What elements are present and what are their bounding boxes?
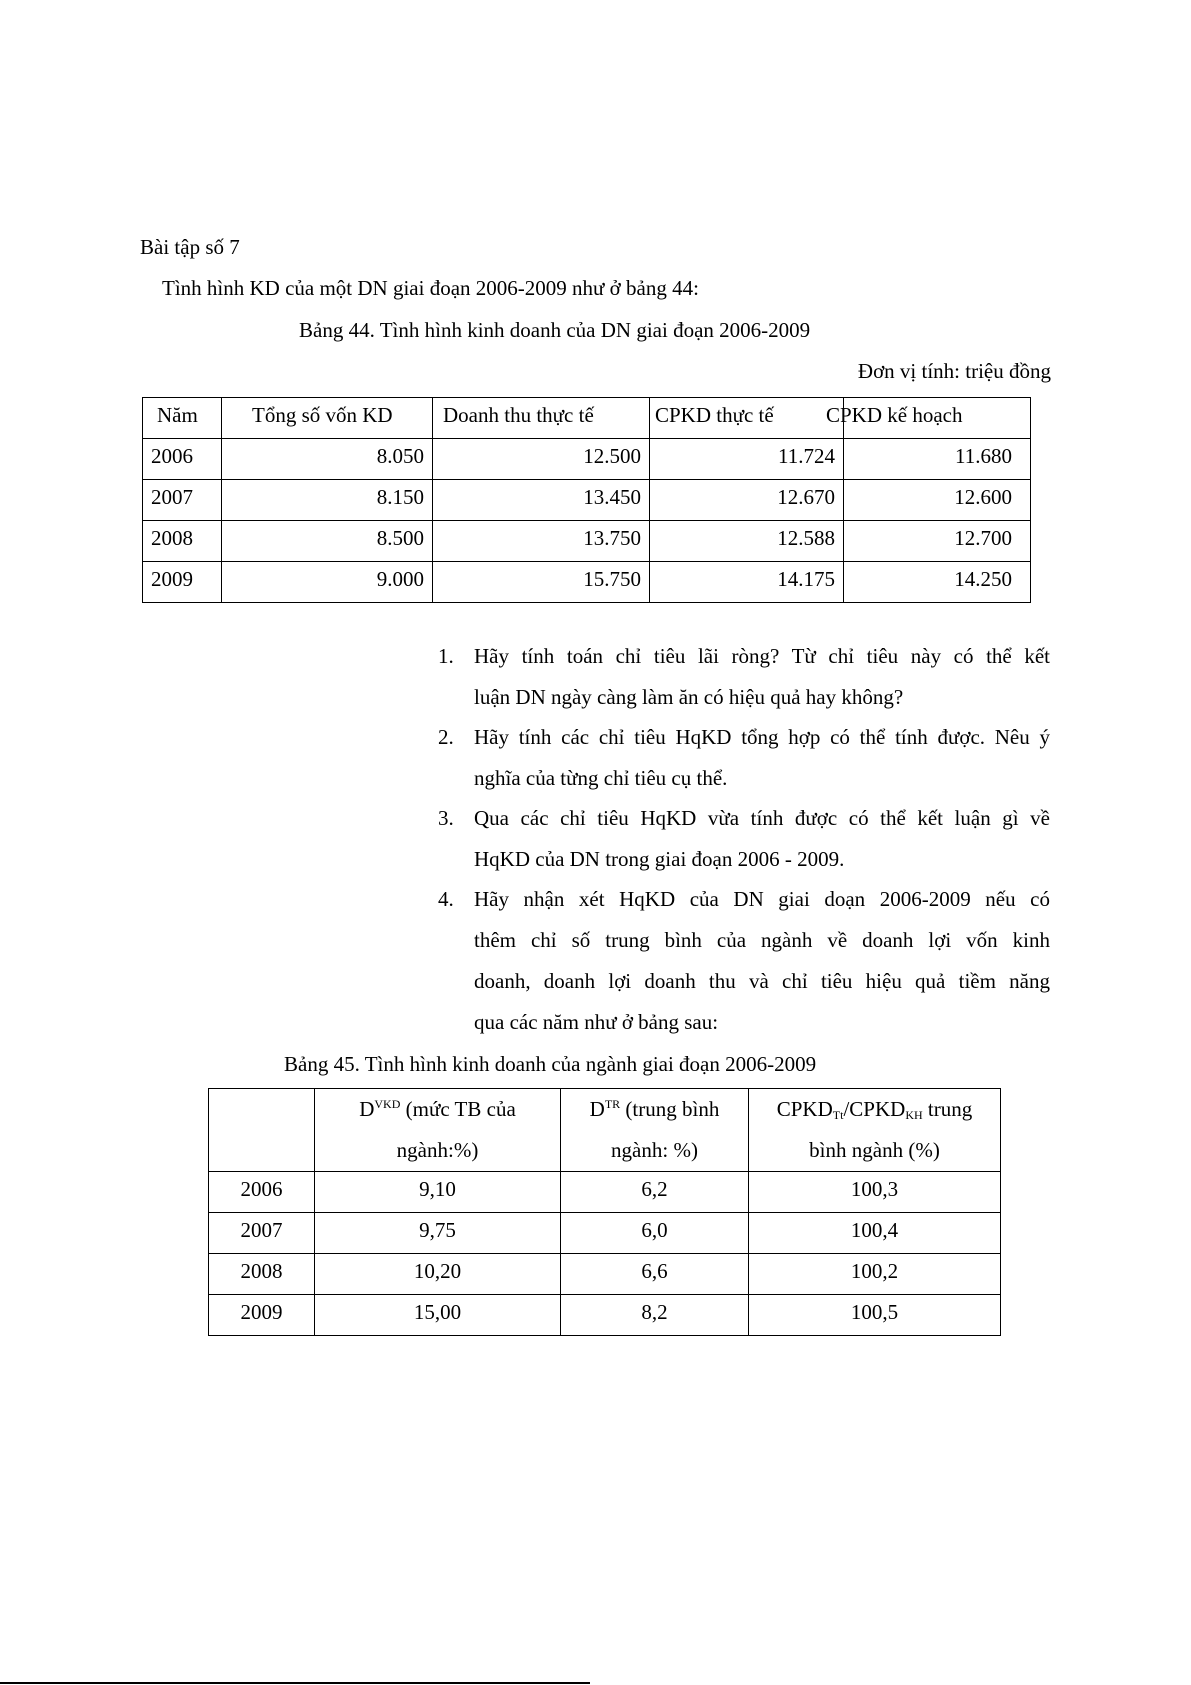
header-empty: [209, 1089, 315, 1172]
cell-year: 2009: [209, 1295, 315, 1336]
header-dvkd: [315, 1089, 561, 1172]
header-dtr: [561, 1089, 749, 1172]
exercise-title: Bài tập số 7: [140, 235, 240, 259]
header-superscript: VKD: [374, 1097, 401, 1111]
question-number: 4.: [438, 887, 454, 911]
table-header-row: [143, 398, 1031, 439]
page-bottom-rule: [0, 1682, 590, 1684]
cell-year: 2006: [143, 439, 222, 480]
cell-value: 14.250: [844, 562, 1031, 603]
cell-value: 12.500: [433, 439, 650, 480]
cell-value: 13.450: [433, 480, 650, 521]
cell-value: 9.000: [222, 562, 433, 603]
header-text: trung: [922, 1097, 973, 1121]
table44-unit: Đơn vị tính: triệu đồng: [857, 359, 1051, 383]
cell-value: 12.700: [844, 521, 1031, 562]
header-text: ngành:%): [396, 1138, 479, 1162]
cell-value: 11.724: [650, 439, 844, 480]
cell-year: 2006: [209, 1172, 315, 1213]
cell-value: 8.150: [222, 480, 433, 521]
cell-value: 11.680: [844, 439, 1031, 480]
table-header-row: [209, 1089, 1001, 1172]
question-text-line: qua các năm như ở bảng sau:: [474, 1010, 719, 1034]
table-row: [209, 1172, 1001, 1213]
header-tong-von: Tổng số vốn KD: [222, 398, 433, 439]
question-number: 3.: [438, 806, 454, 830]
table-44: [142, 397, 1031, 603]
question-number: 1.: [438, 644, 454, 668]
question-number: 2.: [438, 725, 454, 749]
cell-value: 12.670: [650, 480, 844, 521]
table44-caption: Bảng 44. Tình hình kinh doanh của DN giai đoạn 2006-2009: [299, 318, 811, 342]
question-text-line: doanh, doanh lợi doanh thu và chỉ tiêu hiệu quả tiềm năng: [474, 969, 1050, 993]
header-subscript: KH: [905, 1108, 923, 1122]
header-symbol: CPKD: [776, 1097, 833, 1121]
table-row: [143, 521, 1031, 562]
table-row: [143, 480, 1031, 521]
header-doanh-thu: Doanh thu thực tế: [433, 398, 650, 439]
table-row: [209, 1213, 1001, 1254]
cell-value: 14.175: [650, 562, 844, 603]
table-45: [208, 1088, 1001, 1336]
question-text-line: Qua các chỉ tiêu HqKD vừa tính được có thể kết luận gì về: [474, 806, 1050, 830]
cell-value: 8,2: [561, 1295, 749, 1336]
cell-value: 100,3: [749, 1172, 1001, 1213]
question-text-line: thêm chỉ số trung bình của ngành về doanh lợi vốn kinh: [474, 928, 1050, 952]
header-symbol: D: [359, 1097, 375, 1121]
cell-value: 6,6: [561, 1254, 749, 1295]
cell-value: 100,4: [749, 1213, 1001, 1254]
question-text-line: nghĩa của từng chỉ tiêu cụ thể.: [474, 766, 728, 790]
header-cpkd-ke-hoach-label: CPKD kế hoạch: [826, 403, 963, 427]
cell-year: 2007: [209, 1213, 315, 1254]
question-text-line: Hãy tính toán chỉ tiêu lãi ròng? Từ chỉ tiêu này có thể kết: [474, 644, 1050, 668]
intro-paragraph: Tình hình KD của một DN giai đoạn 2006-2009 như ở bảng 44:: [162, 276, 699, 300]
cell-value: 10,20: [315, 1254, 561, 1295]
cell-value: 13.750: [433, 521, 650, 562]
table-row: [143, 439, 1031, 480]
cell-value: 100,5: [749, 1295, 1001, 1336]
header-text: (mức TB của: [400, 1097, 516, 1121]
cell-year: 2008: [143, 521, 222, 562]
cell-value: 6,0: [561, 1213, 749, 1254]
cell-value: 12.588: [650, 521, 844, 562]
cell-value: 15,00: [315, 1295, 561, 1336]
cell-value: 9,10: [315, 1172, 561, 1213]
header-text: ngành: %): [611, 1138, 698, 1162]
question-text-line: Hãy nhận xét HqKD của DN giai doạn 2006-2009 nếu có: [474, 887, 1050, 911]
cell-value: 12.600: [844, 480, 1031, 521]
question-text-line: luận DN ngày càng làm ăn có hiệu quả hay không?: [474, 685, 904, 709]
header-subscript: Tt: [832, 1108, 844, 1122]
header-cpkd-ke-hoach: [826, 398, 1031, 439]
header-symbol: D: [589, 1097, 605, 1121]
header-text: bình ngành (%): [809, 1138, 940, 1162]
question-text-line: Hãy tính các chỉ tiêu HqKD tổng hợp có thể tính được. Nêu ý: [474, 725, 1050, 749]
header-cpkd-ratio: [749, 1089, 1001, 1172]
cell-value: 100,2: [749, 1254, 1001, 1295]
cell-year: 2009: [143, 562, 222, 603]
cell-value: 6,2: [561, 1172, 749, 1213]
table-row: [209, 1254, 1001, 1295]
table45-caption: Bảng 45. Tình hình kinh doanh của ngành giai đoạn 2006-2009: [284, 1052, 817, 1076]
cell-value: 8.500: [222, 521, 433, 562]
header-superscript: TR: [604, 1097, 621, 1111]
header-text: (trung bình: [620, 1097, 720, 1121]
cell-value: 9,75: [315, 1213, 561, 1254]
cell-value: 8.050: [222, 439, 433, 480]
question-text-line: HqKD của DN trong giai đoạn 2006 - 2009.: [474, 847, 845, 871]
cell-value: 15.750: [433, 562, 650, 603]
cell-year: 2008: [209, 1254, 315, 1295]
header-symbol: /CPKD: [843, 1097, 906, 1121]
cell-year: 2007: [143, 480, 222, 521]
table-row: [143, 562, 1031, 603]
header-cpkd-thuc-te: CPKD thực tế: [650, 398, 844, 439]
table-row: [209, 1295, 1001, 1336]
header-nam: Năm: [143, 398, 222, 439]
